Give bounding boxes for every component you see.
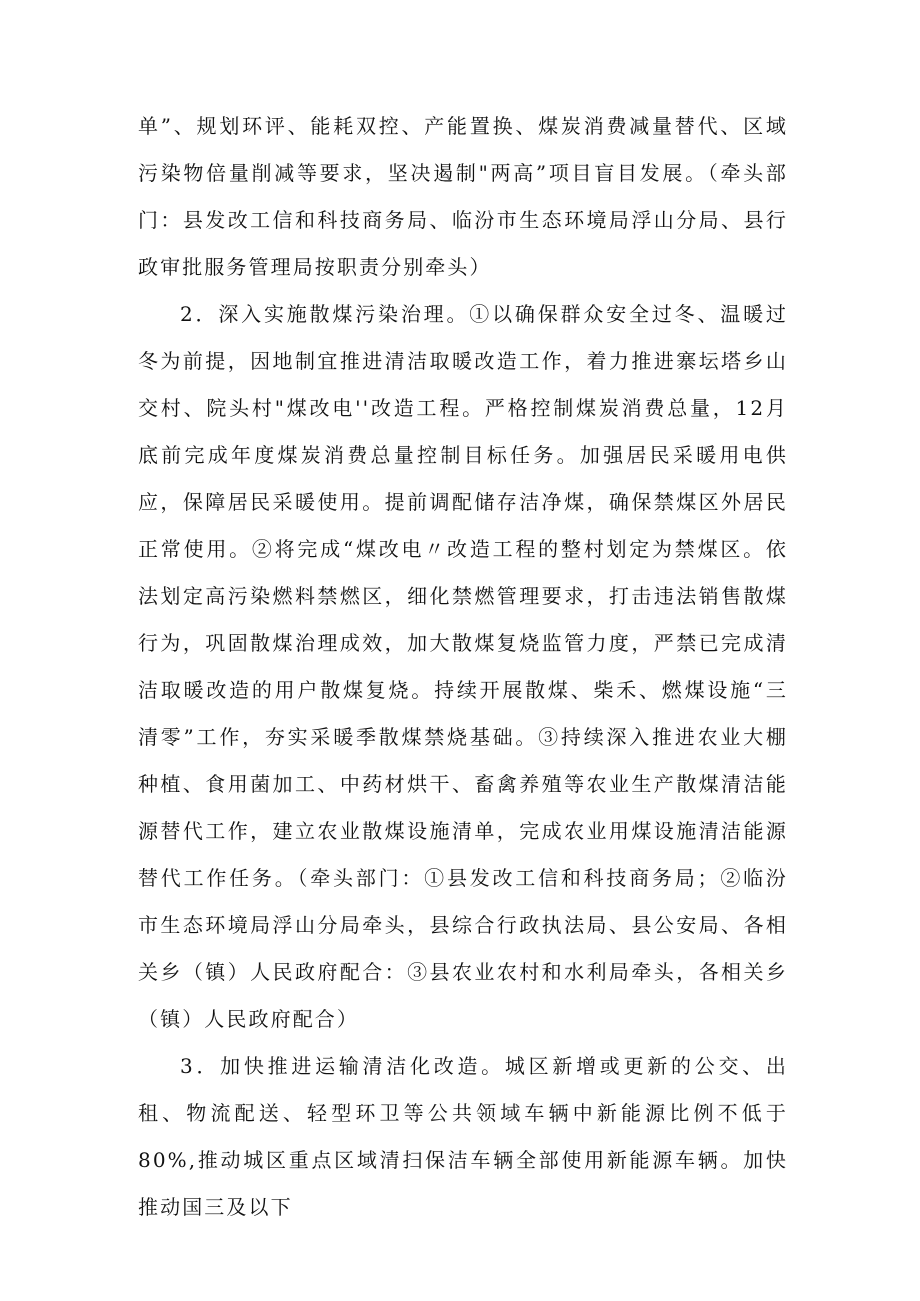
paragraph-section-3: 3．加快推进运输清洁化改造。城区新增或更新的公交、出租、物流配送、轻型环卫等公共领域车辆中新能源比例不低于80%,推动城区重点区域清扫保洁车辆全部使用新能源车辆。加快推动国三及以下: [138, 1054, 788, 1219]
paragraph-section-2: 2．深入实施散煤污染治理。①以确保群众安全过冬、温暖过冬为前提，因地制宜推进清洁取暖改造工作，着力推进寨坛塔乡山交村、院头村"煤改电''改造工程。严格控制煤炭消费总量，12月底前完成年度煤炭消费总量控制目标任务。加强居民采暖用电供应，保障居民采暖使用。提前调配储存洁净煤，确保禁煤区外居民正常使用。②将完成“煤改电〃改造工程的整村划定为禁煤区。依法划定高污染燃料禁燃区，细化禁燃管理要求，打击违法销售散煤行为，巩固散煤治理成效，加大散煤复烧监管力度，严禁已完成清洁取暖改造的用户散煤复烧。持续开展散煤、柴禾、燃煤设施“三清零”工作，夯实采暖季散煤禁烧基础。③持续深入推进农业大棚种植、食用菌加工、中药材烘干、畜禽养殖等农业生产散煤清洁能源替代工作，建立农业散煤设施清单，完成农业用煤设施清洁能源替代工作任务。（牵头部门：①县发改工信和科技商务局；②临汾市生态环境局浮山分局牵头，县综合行政执法局、县公安局、各相关乡（镇）人民政府配合：③县农业农村和水利局牵头，各相关乡（镇）人民政府配合）: [138, 302, 788, 1031]
document-page: [138, 103, 788, 1231]
paragraph-continuation: 单”、规划环评、能耗双控、产能置换、煤炭消费减量替代、区域污染物倍量削减等要求，坚决遏制"两高”项目盲目发展。（牵头部门：县发改工信和科技商务局、临汾市生态环境局浮山分局、县行政审批服务管理局按职责分别牵头）: [138, 114, 788, 279]
